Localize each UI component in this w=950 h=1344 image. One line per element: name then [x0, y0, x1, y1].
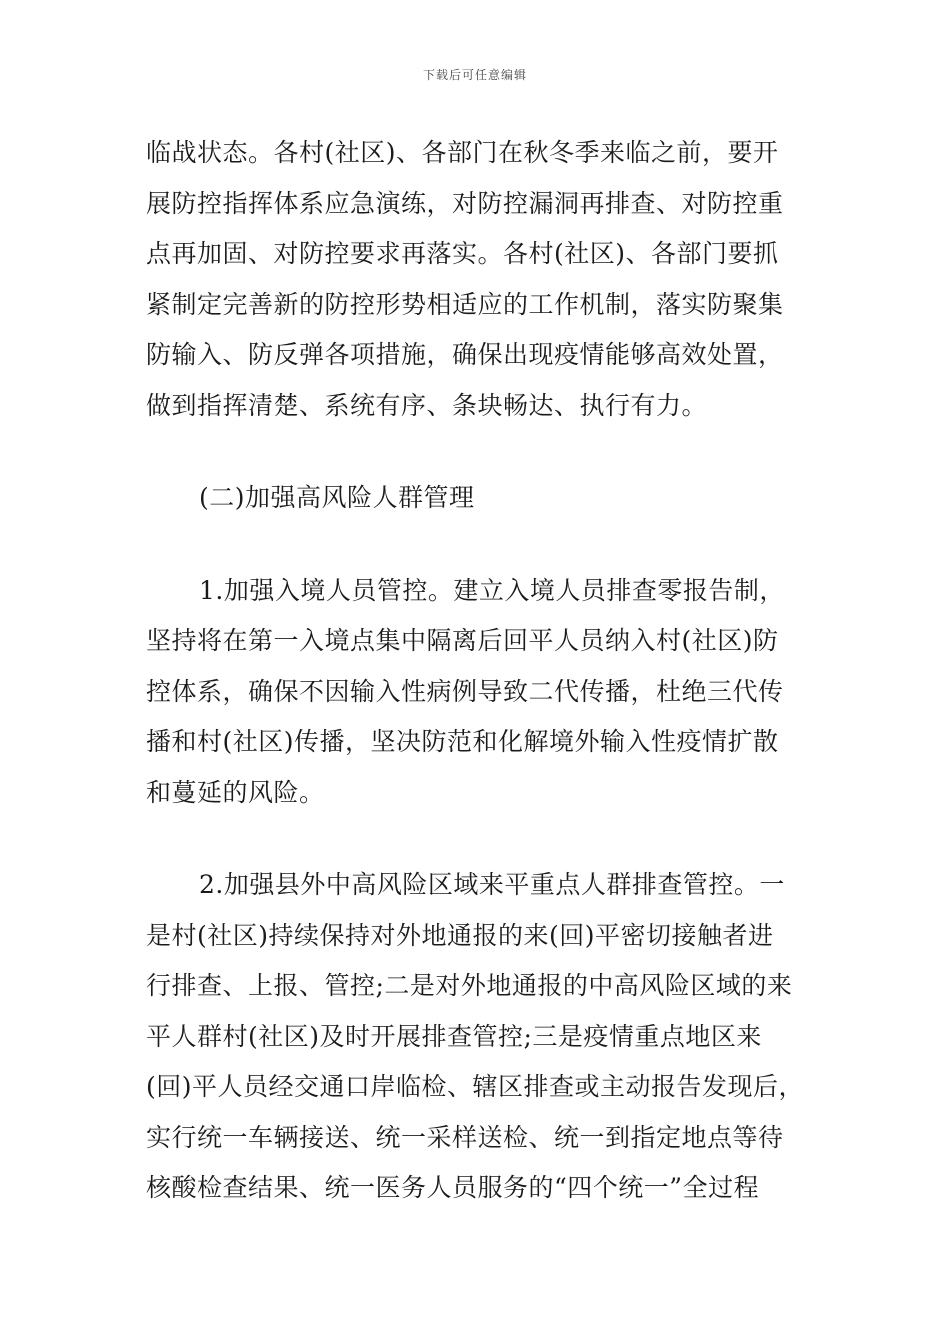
- text-line: 核酸检查结果、统一医务人员服务的“四个统一”全过程: [146, 1173, 760, 1202]
- text-line: (回)平人员经交通口岸临检、辖区排查或主动报告发现后，: [146, 1072, 805, 1101]
- text-line: 临战状态。各村(社区)、各部门在秋冬季来临之前，要开: [146, 138, 779, 167]
- section-heading: [146, 473, 821, 524]
- text-line: 实行统一车辆接送、统一采样送检、统一到指定地点等待: [146, 1122, 784, 1152]
- paragraph-continuation: [146, 128, 821, 431]
- text-line: 是村(社区)持续保持对外地通报的来(回)平密切接触者进: [146, 920, 774, 950]
- text-line: 播和村(社区)传播，坚决防范和化解境外输入性疫情扩散: [146, 727, 779, 756]
- text-line: 坚持将在第一入境点集中隔离后回平人员纳入村(社区)防: [146, 626, 779, 655]
- text-line: 防输入、防反弹各项措施，确保出现疫情能够高效处置，: [146, 340, 784, 369]
- heading-line: (二)加强高风险人群管理: [199, 483, 475, 512]
- text-line: 展防控指挥体系应急演练，对防控漏洞再排查、对防控重: [146, 188, 784, 218]
- page-header: 下载后可任意编辑: [422, 68, 527, 82]
- text-line: 点再加固、对防控要求再落实。各村(社区)、各部门要抓: [146, 239, 779, 268]
- text-line: 1.加强入境人员管控。建立入境人员排查零报告制，: [199, 575, 785, 605]
- paragraph-item-2: [146, 860, 821, 1214]
- text-line: 2.加强县外中高风险区域来平重点人群排查管控。一: [199, 870, 785, 899]
- text-line: 平人群村(社区)及时开展排查管控;三是疫情重点地区来: [146, 1021, 762, 1051]
- document-body: [146, 128, 821, 1214]
- text-line: 紧制定完善新的防控形势相适应的工作机制，落实防聚集: [146, 289, 784, 319]
- text-line: 行排查、上报、管控;二是对外地通报的中高风险区域的来: [146, 971, 793, 1000]
- text-line: 做到指挥清楚、系统有序、条块畅达、执行有力。: [146, 390, 708, 420]
- text-line: 和蔓延的风险。: [146, 777, 325, 807]
- text-line: 控体系，确保不因输入性病例导致二代传播，杜绝三代传: [146, 676, 784, 706]
- paragraph-item-1: [146, 566, 821, 819]
